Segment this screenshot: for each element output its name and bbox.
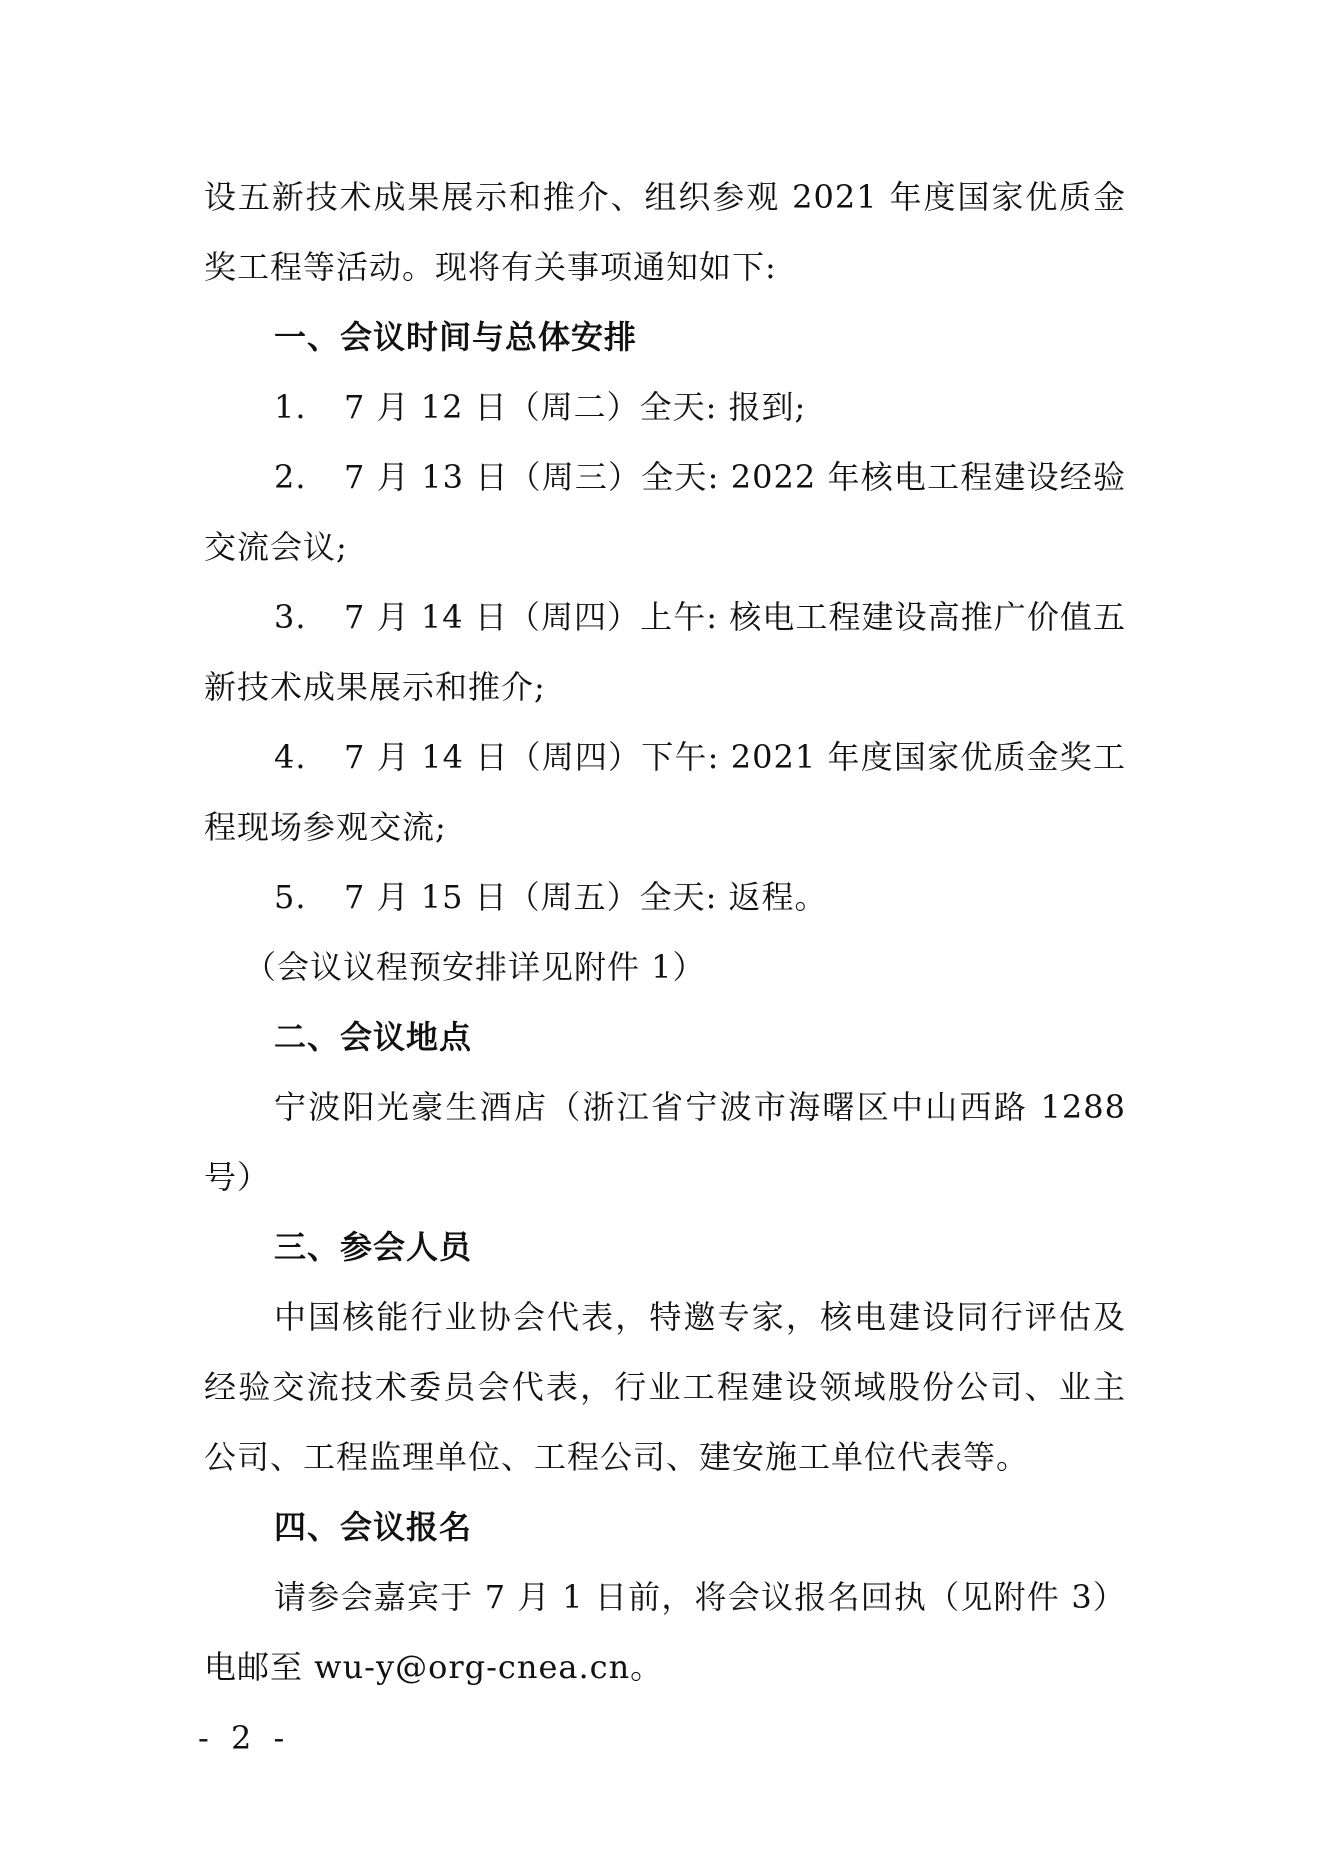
schedule-item [204, 722, 1126, 862]
section-heading-venue: 二、会议地点 [274, 1018, 473, 1056]
schedule-item-number: 3. [274, 598, 307, 636]
section-heading-registration: 四、会议报名 [274, 1508, 473, 1546]
schedule-item-text: 7 月 13 日（周三）全天: 2022 年核电工程建设经验交流会议; [204, 458, 1126, 566]
schedule-item-text: 7 月 14 日（周四）上午: 核电工程建设高推广价值五新技术成果展示和推介; [204, 598, 1126, 706]
section-heading-schedule: 一、会议时间与总体安排 [274, 318, 638, 356]
schedule-item-number: 2. [274, 458, 307, 496]
agenda-note: （会议议程预安排详见附件 1） [244, 948, 706, 986]
schedule-item-text: 7 月 12 日（周二）全天: 报到; [344, 388, 807, 426]
schedule-item-text: 7 月 14 日（周四）下午: 2021 年度国家优质金奖工程现场参观交流; [204, 738, 1126, 846]
schedule-item-text: 7 月 15 日（周五）全天: 返程。 [344, 878, 828, 916]
document-body [204, 162, 1126, 1702]
schedule-item-number: 5. [274, 878, 307, 916]
registration-paragraph: 请参会嘉宾于 7 月 1 日前，将会议报名回执（见附件 3）电邮至 wu-y@org-cnea.cn。 [204, 1578, 1126, 1686]
venue-paragraph: 宁波阳光豪生酒店（浙江省宁波市海曙区中山西路 1288 号） [204, 1088, 1126, 1196]
section-heading-attendees: 三、参会人员 [274, 1228, 473, 1266]
schedule-item-number: 4. [274, 738, 307, 776]
schedule-item [204, 862, 1126, 932]
intro-paragraph: 设五新技术成果展示和推介、组织参观 2021 年度国家优质金奖工程等活动。现将有关事项通知如下: [204, 178, 1126, 286]
schedule-item [204, 582, 1126, 722]
attendees-paragraph: 中国核能行业协会代表，特邀专家，核电建设同行评估及经验交流技术委员会代表，行业工程建设领域股份公司、业主公司、工程监理单位、工程公司、建安施工单位代表等。 [204, 1298, 1126, 1476]
schedule-item-number: 1. [274, 388, 307, 426]
page-number: - 2 - [198, 1719, 291, 1757]
schedule-item [204, 442, 1126, 582]
schedule-item [204, 372, 1126, 442]
